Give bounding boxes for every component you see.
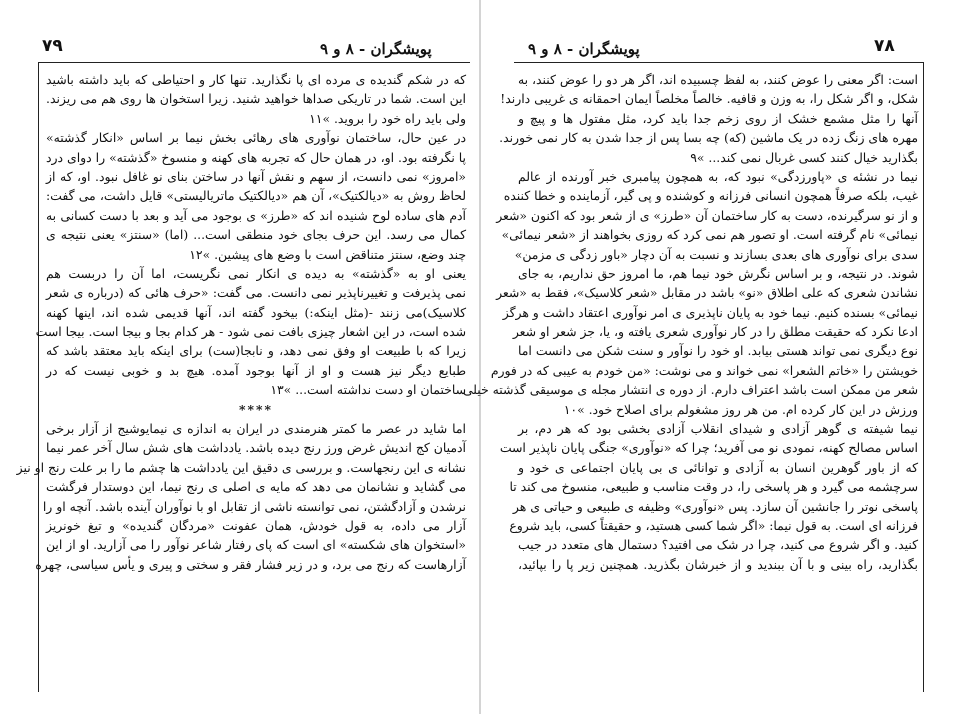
text-line: بگذارید خیال کنند کسی غربال نمی کند... »۹: [690, 149, 918, 165]
text-line: اما شاید در عصر ما کمتر هنرمندی در ایران به اندازه ی نیمایوشیج از آزار برخی: [46, 421, 466, 437]
text-line: نمی پذیرفت و تغییرناپذیر نمی دانست. می گفت: «حرف هائی که (درباره ی شعر: [46, 285, 466, 301]
text-line: که در شکم گندیده ی مرده ای پا نگذارید. تنها کار و احتیاطی که باید داشته باشید: [46, 72, 466, 87]
text-line: اساس مصالح کهنه، نمودی نو می آفرید؛ چرا که «نوآوری» جنگی پایان ناپذیر است: [499, 440, 918, 456]
text-line: آدمیان کج اندیش غرض ورز رنج دیده باشد. یادداشت های شش سال آخر عمر نیما: [46, 440, 466, 456]
text-line: فرزانه ای است. به قول نیما: «اگر شما کسی هستید، و حقیقتاً کسی، باید شروع: [509, 517, 918, 533]
text-line: کمال می رسد. این حرف بجای خود منطقی است... (اما) «سنتز» یعنی نتیجه ی: [46, 227, 466, 243]
text-line: نرشدن و آزادگشتن، نمی توانسته ناشی از تقابل او با نوآوران آینده باشد. آنچه او را: [42, 498, 466, 514]
text-line: مهره های زنگ زده در یک ماشین (که) چه بسا پس از جدا شدن به کار نمی خورند.: [499, 130, 918, 146]
right-page: [462, 0, 960, 714]
text-line: نشانه ی این رنجهاست. و بررسی ی دقیق این یادداشت ها چشم ما را بر علت رنج او نیز: [16, 459, 466, 475]
text-line: کلاسیک)می زنند -(مثل اینکه:) بیخود گفته اند، آنها قدیمی شده اند، اینها کهنه: [46, 304, 466, 320]
text-line: و از نو سرگیرنده، دست به کار ساختمان آن «طرز» ی از شعر بود که اکنون «شعر: [496, 207, 918, 223]
right-running-header: پویشگران - ۸ و ۹: [528, 40, 640, 58]
right-body-text: [462, 70, 918, 574]
text-line: یعنی او به «گذشته» به دیده ی انکار نمی نگریست، اما آن را دربست هم: [46, 265, 466, 281]
text-line: پا نگرفته بود. او، در همان حال که تجربه های کهنه و منسوخ «گذشته» را دوای درد: [46, 149, 466, 165]
text-line: کنید. و اگر شروع می کنید، چرا در شک می افتید؟ دستمال های متعدد در جیب: [518, 537, 918, 553]
text-line: شکل، و اگر شکل را، به وزن و قافیه. خالصاً مخلصاً ایمان احمقانه ی غریبی دارند!: [500, 91, 918, 107]
text-line: طبایع دیگر نیز هست و او از آنها بوجود آمده. هیچ بد و خوبی نیست که در: [46, 362, 466, 378]
text-line: شعر من ممکن است باشد اعتراف دارم. از دوره ی انتشار مجله ی موسیقی گذشته خیلی: [462, 382, 918, 398]
text-line: ساختمان او دست نداشته است... »۱۳: [270, 382, 466, 398]
text-line: است: اگر معنی را عوض کنند، به لفظ چسبیده اند، اگر هر دو را عوض کنند، به: [518, 72, 918, 87]
text-line: نشاندن شعری که علی اطلاق «نو» باشد در مقابل «شعر کلاسیک»، فقط به «شعر: [496, 285, 918, 301]
text-line: لحاظ روش به «دیالکتیک»، آن هم «دیالکتیک ماتریالیستی» قایل داشت، می گفت:: [46, 188, 466, 204]
text-line: می گشاید و نشانمان می دهد که مایه ی اصلی ی رنج نیما، این دوستدار فرگشت: [46, 479, 466, 495]
text-line: سرچشمه می گیرد و هر پاسخی را، در وقت مناسب و طبیعی، منسوخ می کند تا: [509, 479, 918, 495]
left-body-text: [16, 70, 466, 574]
text-line: «استخوان های شکسته» ای است که پای رفتار شاعر نوآور را می آزارید. او از این: [46, 537, 466, 553]
text-line: در عین حال، ساختمان نوآوری های رهائی بخش نیما بر اساس «انکار گذشته»: [46, 130, 466, 146]
text-line: ولی باید راه خود را بروید. »۱۱: [309, 110, 466, 126]
right-page-number: ۷۸: [874, 36, 895, 56]
text-line: غیب، بلکه صرفاً همچون انسانی فرزانه و کوشنده و پی گیر، آزماینده و خطا کننده: [503, 188, 918, 204]
text-line: نوع دیگری نمی تواند هستی بیابد. او خود را نوآور و سنت شکن می دانست اما: [518, 343, 918, 359]
text-line: بگذارید، راه بینی و با آن ببندید و از خبرشان بگذرید. همچنین زیر پا را بپائید،: [518, 556, 918, 572]
text-line: نیما در نشئه ی «پاورزدگی» نبود که، به همچون پیامبری خبر آورنده از عالم: [518, 168, 918, 184]
text-line: شوند. در نتیجه، و بر اساس نگرش خود نیما هم، ما امروز حق نداریم، به جای: [518, 265, 918, 281]
text-line: چند وضع، سنتز متناقض است با وضع های پیشین. »۱۲: [189, 246, 466, 262]
text-line: آزارهاست که رنج می برد، و در زیر فشار فقر و سختی و پیری و یأس سیاسی، چهره: [35, 556, 466, 572]
text-line: نیما شیفته ی گوهر آزادی و شیدای انقلاب آزادی بخشی بود که هر دم، بر: [518, 421, 918, 437]
text-line: نیمائی» نام گرفته است. او تصور هم نمی کرد که روزی بخواهند از «شعر نیمائی»: [501, 227, 918, 243]
text-line: نیمائی» بسنده کنیم. نیما خود به پایان ناپذیری ی امر نوآوری اعتقاد داشت و هرگز: [502, 304, 918, 320]
text-line: شده است، در این اشعار چیزی بافت نمی شود - هر کدام بجا و بیجا است. بیجا است: [35, 324, 466, 340]
text-line: زیرا که با طبیعت او وفق نمی دهد، و نابجا(ست) برای اینکه باید معتقد باشد که: [46, 343, 466, 359]
text-line: پاسخی نوتر را جانشین آن سازد. پس «نوآوری» وظیفه ی طبیعی و حیاتی ی هر: [512, 498, 918, 514]
text-line: آنها را مثل مشمع خشک از روی زخم جدا باید کرد، مثل مفتول ها و پیچ و: [518, 110, 918, 126]
left-page-number: ۷۹: [42, 36, 63, 56]
text-line: خویشتن را «خاتم الشعرا» نمی خواند و می نوشت: «من خودم به عیبی که در فورم: [490, 362, 918, 378]
text-line: «امروز» نمی دانست، از سهم و نقش آنها در ساختن بنای نو غافل نبود. او، که از: [46, 168, 466, 184]
text-line: ادعا نکرد که حقیقت مطلق را در کار نوآوری شعری یافته و، یا، جز شعر او شعر: [512, 324, 918, 340]
text-line: که از باور گوهرین انسان به آزادی و توانائی ی بی پایان اجتماعی ی خود و: [518, 459, 918, 475]
text-line: سدی برای نوآوری های بعدی بسازند و نسبت به آن دچار «باور زدگی ی مزمن»: [514, 246, 918, 262]
text-line: آزار می داده، به قول خودش، همان عفونت «مردگان گندیده» و تیغ خونریز: [46, 517, 466, 533]
text-line: ****: [239, 401, 273, 417]
text-line: آدم های ساده لوح شنیده اند که «طرز» ی بوجود می آید و بعد با دست کسانی به: [46, 207, 466, 223]
text-line: این است. شما در تاریکی صداها خواهید شنید. زیرا استخوان ها روی هم می ریزند.: [46, 91, 466, 107]
left-running-header: پویشگران - ۸ و ۹: [320, 40, 432, 58]
text-line: ورزش در این کار کرده ام. من هر روز مشغولم برای اصلاح خود. »۱۰: [563, 401, 918, 417]
